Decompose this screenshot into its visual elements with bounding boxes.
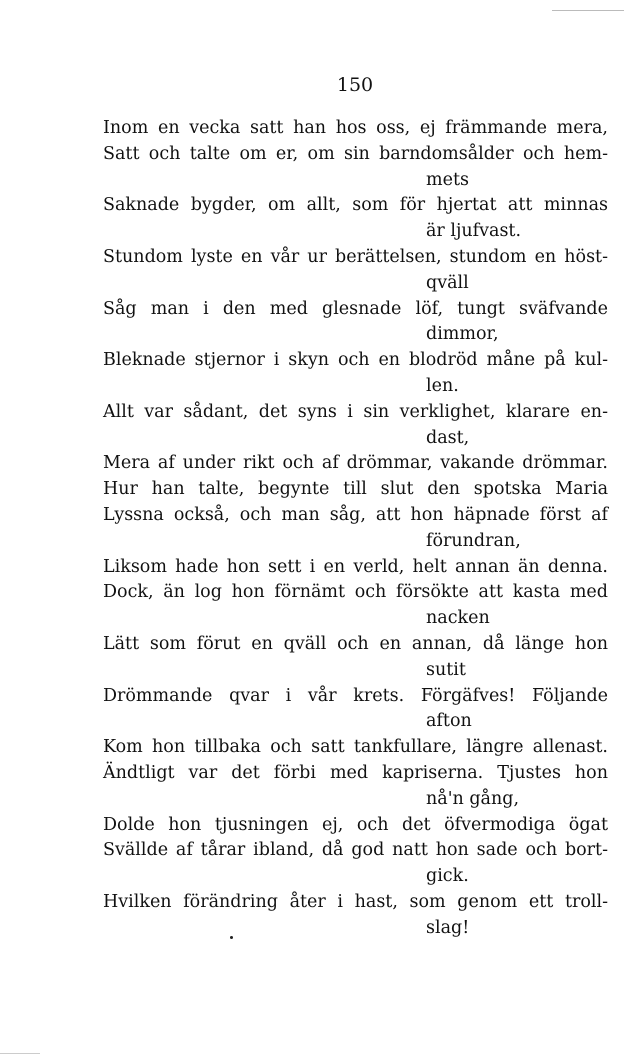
verse-line-continuation: slag! — [426, 917, 470, 938]
verse-line-continuation: len. — [426, 375, 459, 396]
verse-line: Hvilken förändring åter i hast, som genom ett troll- — [103, 891, 608, 912]
verse-line-continuation: dast, — [426, 427, 470, 448]
verse-line: Stundom lyste en vår ur berättelsen, stundom en höst- — [103, 246, 608, 267]
poem-text — [103, 116, 608, 942]
verse-line: Allt var sådant, det syns i sin verklighet, klarare en- — [103, 401, 608, 422]
verse-line: Såg man i den med glesnade löf, tungt sväfvande — [103, 298, 608, 319]
page-number — [0, 74, 624, 96]
verse-line: Bleknade stjernor i skyn och en blodröd måne på kul- — [103, 350, 608, 371]
ink-speck — [230, 936, 233, 939]
verse-line-continuation: är ljufvast. — [426, 221, 522, 242]
verse-line-continuation: nå'n gång, — [426, 788, 520, 809]
page-number-text: 150 — [336, 74, 374, 96]
verse-line: Lyssna också, och man såg, att hon häpnade först af — [103, 504, 608, 525]
verse-line: Dolde hon tjusningen ej, och det öfvermodiga ögat — [103, 814, 608, 835]
verse-line: Inom en vecka satt han hos oss, ej främmande mera, — [103, 118, 608, 138]
verse-line-continuation: sutit — [426, 659, 466, 680]
verse-line-continuation: dimmor, — [426, 324, 499, 345]
verse-line: Ändtligt var det förbi med kapriserna. Tjustes hon — [103, 762, 608, 783]
verse-line-continuation: nacken — [426, 608, 490, 629]
verse-line-continuation: qväll — [426, 272, 469, 293]
verse-line: Svällde af tårar ibland, då god natt hon sade och bort- — [103, 840, 608, 861]
verse-line: Hur han talte, begynte till slut den spotska Maria — [103, 479, 608, 500]
verse-line-continuation: förundran, — [426, 530, 521, 551]
bottom-edge-rule — [0, 1053, 40, 1054]
verse-line: Lätt som förut en qväll och en annan, då länge hon — [103, 633, 608, 654]
verse-line: Drömmande qvar i vår krets. Förgäfves! Följande — [103, 685, 608, 706]
verse-line: Kom hon tillbaka och satt tankfullare, längre allenast. — [103, 737, 608, 758]
verse-line: Dock, än log hon förnämt och försökte att kasta med — [103, 582, 608, 603]
verse-line: Satt och talte om er, om sin barndomsålder och hem- — [103, 143, 608, 164]
verse-line-continuation: mets — [426, 169, 469, 190]
verse-line: Mera af under rikt och af drömmar, vakande drömmar. — [103, 453, 608, 474]
verse-line-continuation: afton — [426, 711, 472, 732]
top-edge-rule — [552, 10, 624, 11]
verse-line-continuation: gick. — [426, 866, 469, 887]
verse-line: Liksom hade hon sett i en verld, helt annan än denna. — [103, 556, 608, 577]
verse-line: Saknade bygder, om allt, som för hjertat att minnas — [103, 195, 608, 216]
